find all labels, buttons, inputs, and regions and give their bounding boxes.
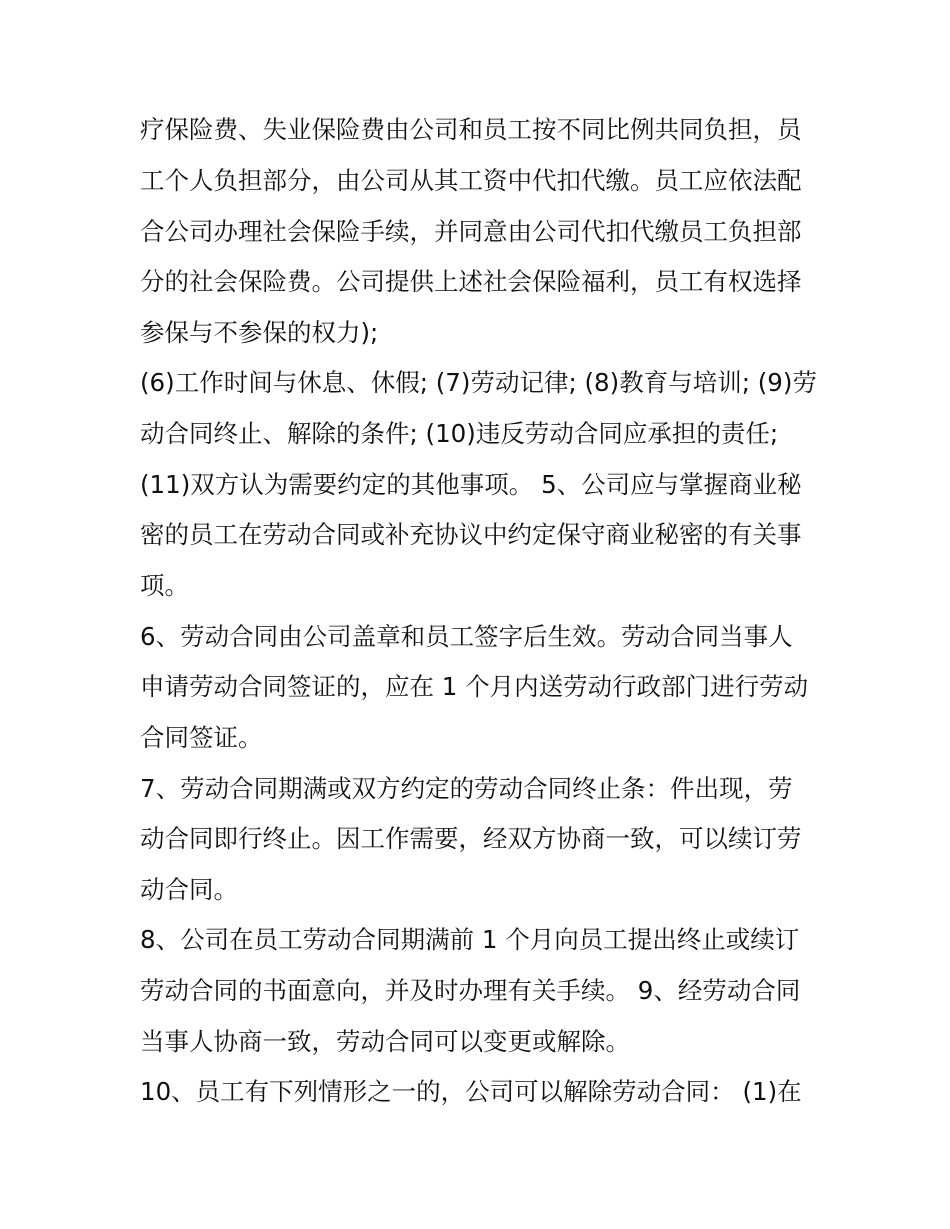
text-line: 8、公司在员工劳动合同期满前 1 个月向员工提出终止或续订 [140,925,800,954]
text-line: 合同签证。 [140,723,263,752]
text-line: 疗保险费、失业保险费由公司和员工按不同比例共同负担，员 [140,115,802,144]
text-line: 6、劳动合同由公司盖章和员工签字后生效。劳动合同当事人 [140,622,793,651]
text-line: 密的员工在劳动合同或补充协议中约定保守商业秘密的有关事 [140,520,802,549]
text-line: 10、员工有下列情形之一的，公司可以解除劳动合同： (1)在 [140,1077,802,1106]
text-line: 7、劳动合同期满或双方约定的劳动合同终止条：件出现，劳 [140,774,793,803]
text-line: 动合同终止、解除的条件; (10)违反劳动合同应承担的责任; [140,419,779,448]
text-line: 工个人负担部分，由公司从其工资中代扣代缴。员工应依法配 [140,166,802,195]
text-line: 当事人协商一致，劳动合同可以变更或解除。 [140,1027,630,1056]
text-line: 分的社会保险费。公司提供上述社会保险福利，员工有权选择 [140,267,802,296]
text-line: 动合同。 [140,875,238,904]
text-line: 项。 [140,571,189,600]
text-line: 参保与不参保的权力); [140,318,379,347]
text-line: 动合同即行终止。因工作需要，经双方协商一致，可以续订劳 [140,824,802,853]
text-line: 劳动合同的书面意向，并及时办理有关手续。 9、经劳动合同 [140,976,801,1005]
text-line: 合公司办理社会保险手续，并同意由公司代扣代缴员工负担部 [140,217,802,246]
text-line: 申请劳动合同签证的，应在 1 个月内送劳动行政部门进行劳动 [140,672,809,701]
text-line: (6)工作时间与休息、休假; (7)劳动记律; (8)教育与培训; (9)劳 [140,368,817,397]
text-line: (11)双方认为需要约定的其他事项。 5、公司应与掌握商业秘 [140,470,802,499]
